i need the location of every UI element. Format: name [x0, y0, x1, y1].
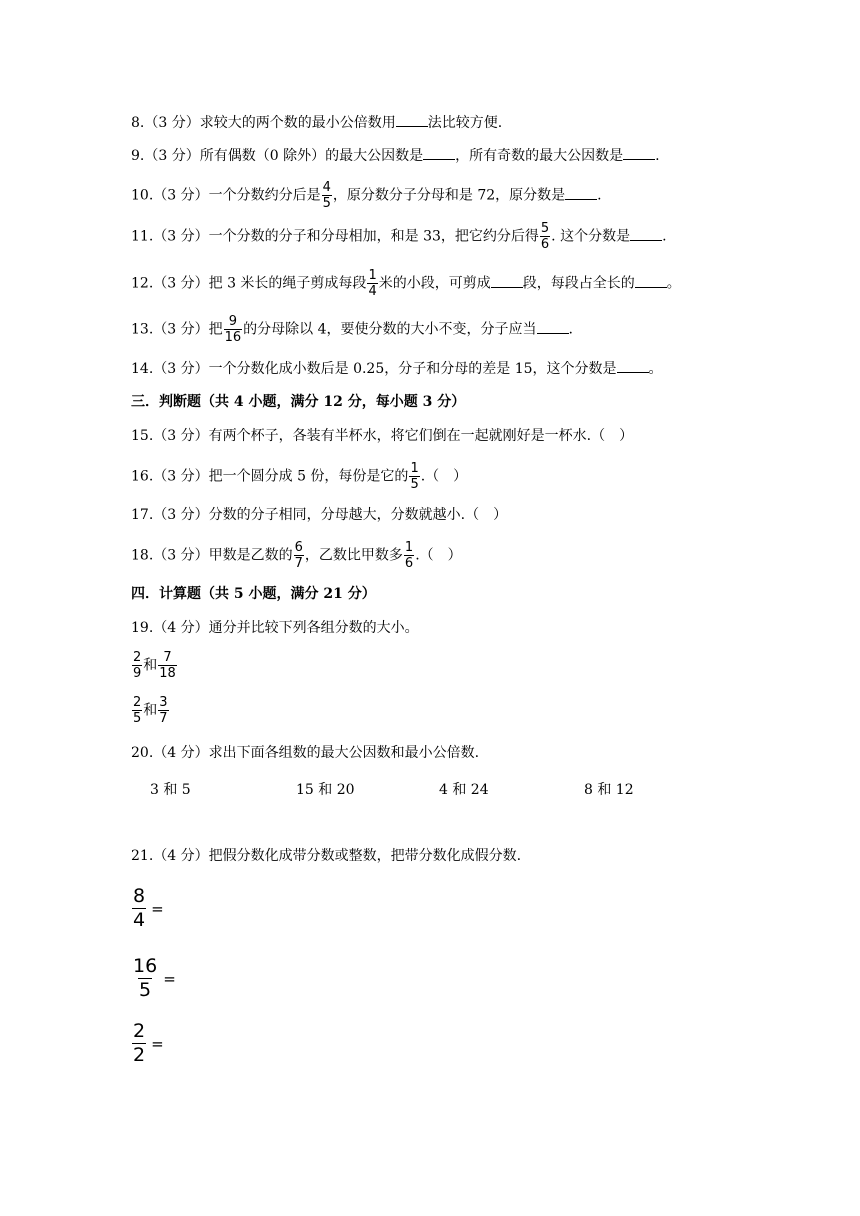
question-text: 段，每段占全长的 — [522, 275, 635, 292]
fraction — [132, 1020, 146, 1067]
conjunction: 和 — [143, 657, 158, 674]
denominator: 18 — [159, 666, 176, 681]
numerator: 7 — [163, 650, 172, 665]
question-17 — [131, 505, 507, 525]
fraction — [224, 314, 243, 345]
conversion-item — [131, 955, 176, 1002]
numerator: 8 — [133, 885, 146, 907]
denominator: 7 — [294, 556, 303, 571]
number-pair: 15 和 20 — [296, 782, 355, 798]
question-13 — [131, 314, 573, 345]
numerator: 6 — [294, 540, 303, 555]
question-text: 。 — [648, 361, 663, 377]
fraction — [294, 540, 304, 571]
denominator: 5 — [322, 196, 331, 211]
question-text: 8.（3 分）求较大的两个数的最小公倍数用 — [131, 115, 396, 131]
fraction — [322, 180, 332, 211]
conjunction: 和 — [143, 702, 158, 719]
conversion-item — [131, 1020, 164, 1067]
question-text: . — [597, 187, 602, 204]
number-pair: 4 和 24 — [439, 782, 489, 798]
question-text: 15.（3 分）有两个杯子，各装有半杯水，将它们倒在一起就刚好是一杯水.（ ） — [131, 428, 634, 444]
section-heading: 三．判断题（共 4 小题，满分 12 分，每小题 3 分） — [131, 394, 466, 410]
answer-blank[interactable] — [623, 145, 655, 160]
fraction — [158, 650, 177, 681]
question-text: 11.（3 分）一个分数的分子和分母相加，和是 33，把它约分后得 — [131, 228, 539, 245]
question-text: ，原分数分子分母和是 72，原分数是 — [332, 187, 566, 204]
question-text: 14.（3 分）一个分数化成小数后是 0.25，分子和分母的差是 15，这个分数是 — [131, 361, 617, 377]
question-20 — [131, 743, 479, 763]
denominator: 4 — [133, 909, 146, 931]
question-text: ，乙数比甲数多 — [304, 547, 403, 564]
equals-sign: = — [163, 969, 176, 988]
question-text: 18.（3 分）甲数是乙数的 — [131, 547, 293, 564]
question-text: .（ ） — [420, 468, 468, 485]
question-19 — [131, 618, 419, 638]
question-text: ，所有奇数的最大公因数是 — [455, 148, 624, 164]
question-text: . — [568, 321, 573, 338]
denominator: 4 — [368, 284, 377, 299]
question-21 — [131, 846, 521, 866]
answer-blank[interactable] — [565, 185, 597, 200]
question-11 — [131, 221, 667, 252]
fraction — [404, 540, 414, 571]
question-text: . — [662, 228, 667, 245]
denominator: 5 — [410, 477, 419, 492]
equals-sign: = — [151, 1034, 164, 1053]
fraction — [132, 885, 146, 932]
numerator: 1 — [368, 268, 377, 283]
question-text: 13.（3 分）把 — [131, 321, 223, 338]
question-text: 。 — [666, 275, 681, 292]
denominator: 5 — [133, 711, 142, 726]
question-14 — [131, 358, 663, 379]
denominator: 2 — [133, 1044, 146, 1066]
denominator: 7 — [159, 711, 168, 726]
fraction — [132, 695, 142, 726]
number-pair: 8 和 12 — [584, 782, 634, 798]
fraction — [367, 268, 377, 299]
question-text: 9.（3 分）所有偶数（0 除外）的最大公因数是 — [131, 148, 424, 164]
answer-blank[interactable] — [617, 358, 649, 373]
question-12 — [131, 268, 681, 299]
denominator: 9 — [133, 666, 142, 681]
equals-sign: = — [151, 899, 164, 918]
denominator: 5 — [139, 979, 152, 1001]
answer-blank[interactable] — [423, 145, 455, 160]
number-pair: 3 和 5 — [150, 782, 191, 798]
question-text: 10.（3 分）一个分数约分后是 — [131, 187, 321, 204]
numerator: 16 — [133, 955, 158, 977]
question-text: 米的小段，可剪成 — [378, 275, 491, 292]
fraction — [132, 955, 158, 1002]
answer-blank[interactable] — [635, 273, 667, 288]
numerator: 3 — [159, 695, 168, 710]
question-text: 的分母除以 4，要使分数的大小不变，分子应当 — [243, 321, 537, 338]
numerator: 2 — [133, 1020, 146, 1042]
question-8 — [131, 112, 502, 133]
numerator: 2 — [133, 695, 142, 710]
question-9 — [131, 145, 660, 166]
denominator: 16 — [224, 330, 242, 345]
answer-blank[interactable] — [537, 319, 569, 334]
fraction — [132, 650, 142, 681]
numerator: 5 — [540, 221, 550, 236]
numerator: 1 — [410, 461, 419, 476]
denominator: 6 — [404, 556, 414, 571]
question-text: 法比较方便. — [427, 115, 503, 131]
question-15 — [131, 426, 633, 446]
question-18 — [131, 540, 462, 571]
answer-blank[interactable] — [396, 112, 428, 127]
denominator: 6 — [540, 237, 550, 252]
question-text: 17.（3 分）分数的分子相同，分母越大，分数就越小.（ ） — [131, 507, 508, 523]
answer-blank[interactable] — [630, 226, 662, 241]
question-text: 16.（3 分）把一个圆分成 5 份，每份是它的 — [131, 468, 409, 485]
question-text: 20.（4 分）求出下面各组数的最大公因数和最小公倍数. — [131, 745, 480, 761]
fraction — [409, 461, 419, 492]
question-text: 12.（3 分）把 3 米长的绳子剪成每段 — [131, 275, 367, 292]
question-16 — [131, 461, 467, 492]
numerator: 4 — [322, 180, 331, 195]
question-text: 19.（4 分）通分并比较下列各组分数的大小。 — [131, 620, 419, 636]
question-text: . 这个分数是 — [551, 228, 631, 245]
question-text: . — [655, 148, 660, 164]
question-10 — [131, 180, 602, 211]
fraction-pair — [131, 650, 178, 681]
section-heading: 四．计算题（共 5 小题，满分 21 分） — [131, 586, 376, 602]
numerator: 1 — [404, 540, 414, 555]
question-text: .（ ） — [415, 547, 462, 564]
numerator: 2 — [133, 650, 142, 665]
fraction — [540, 221, 550, 252]
question-text: 21.（4 分）把假分数化成带分数或整数，把带分数化成假分数. — [131, 848, 522, 864]
numerator: 9 — [228, 314, 238, 329]
answer-blank[interactable] — [491, 273, 523, 288]
fraction — [158, 695, 168, 726]
conversion-item — [131, 885, 164, 932]
fraction-pair — [131, 695, 170, 726]
